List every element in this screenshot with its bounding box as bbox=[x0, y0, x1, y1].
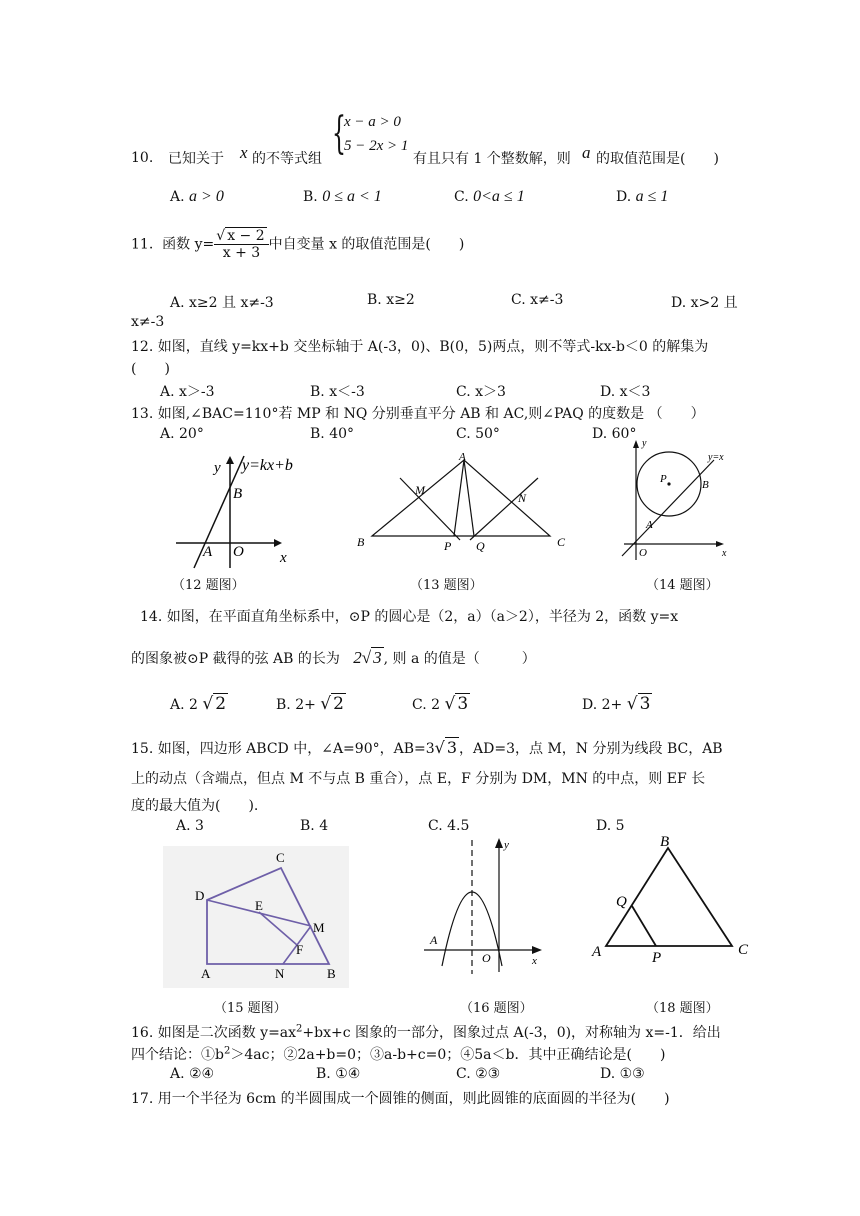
q11-option-d[interactable]: D. x>2 且 bbox=[671, 295, 738, 311]
fig18-label-p: P bbox=[652, 950, 662, 966]
fig14-caption: （14 题图） bbox=[646, 578, 719, 593]
q14-option-d-radicand: 3 bbox=[639, 694, 651, 714]
fig14-center bbox=[667, 482, 670, 485]
fig14-label-p: P bbox=[660, 473, 667, 485]
fig18-label-c: C bbox=[738, 942, 749, 958]
q12-line-2: ( ) bbox=[131, 361, 170, 377]
q12-option-d[interactable]: D. x＜3 bbox=[600, 384, 651, 400]
fig12-label-eq: y=kx+b bbox=[242, 457, 293, 474]
fig14-label-b: B bbox=[702, 479, 709, 491]
q16-line-2 bbox=[131, 1044, 665, 1064]
q14-option-a-label: A. 2 bbox=[170, 697, 198, 713]
fig15-label-f: F bbox=[296, 942, 304, 957]
fig14-label-y: y bbox=[642, 438, 647, 449]
fig16-label-x: x bbox=[532, 955, 537, 967]
q11-option-c[interactable]: C. x≠-3 bbox=[511, 292, 564, 308]
q13-option-a[interactable]: A. 20° bbox=[160, 426, 204, 442]
fig15-label-b: B bbox=[327, 966, 336, 981]
q16-option-d[interactable]: D. ①③ bbox=[600, 1066, 645, 1082]
fig13-label-p: P bbox=[444, 539, 452, 553]
q10-inequality-2: 5 − 2x > 1 bbox=[344, 138, 409, 154]
q12-option-a[interactable]: A. x＞-3 bbox=[160, 384, 215, 400]
q14-option-c[interactable]: C. 2 √ 3 bbox=[412, 694, 469, 714]
q16-option-c[interactable]: C. ②③ bbox=[456, 1066, 501, 1082]
figure-15 bbox=[163, 846, 349, 988]
fig12-x-arrow bbox=[274, 539, 282, 547]
q16-text-a: 16. 如图是二次函数 y=ax bbox=[131, 1025, 297, 1041]
q15-option-a[interactable]: A. 3 bbox=[176, 818, 204, 834]
q16-text-b: +bx+c 图象的一部分，图象过点 A(-3，0)，对称轴为 x=-1．给出 bbox=[302, 1025, 721, 1041]
q10-option-a[interactable] bbox=[170, 188, 224, 206]
q15-line-2: 上的动点（含端点，但点 M 不与点 B 重合），点 E，F 分别为 DM，MN 的中点，则 EF 长 bbox=[131, 771, 706, 787]
fig15-label-a: A bbox=[201, 966, 211, 981]
q10-var-x: x bbox=[240, 143, 248, 162]
q10-option-b-math: 0 ≤ a < 1 bbox=[322, 188, 382, 205]
q11-line bbox=[131, 228, 464, 261]
fig16-y-arrow bbox=[495, 838, 503, 848]
q10-option-a-label: A. bbox=[170, 189, 185, 205]
q15-radicand: 3 bbox=[446, 738, 458, 757]
q11-option-b[interactable]: B. x≥2 bbox=[367, 292, 415, 308]
q10-var-a: a bbox=[582, 143, 591, 162]
q14-option-c-label: C. 2 bbox=[412, 697, 441, 713]
q10-text-4: 的取值范围是( ) bbox=[596, 151, 719, 167]
q12-option-b[interactable]: B. x＜-3 bbox=[310, 384, 365, 400]
q11-denominator: x + 3 bbox=[222, 245, 261, 261]
fig14-label-yx: y=x bbox=[708, 452, 724, 463]
fig14-label-o: O bbox=[639, 547, 647, 559]
q13-line-1: 13. 如图,∠BAC=110°若 MP 和 NQ 分别垂直平分 AB 和 AC,则∠PAQ 的度数是 （ ） bbox=[131, 406, 705, 422]
q10-text-3: 有且只有 1 个整数解，则 bbox=[413, 151, 571, 167]
fig13-ap bbox=[454, 460, 464, 536]
q14-chord-radicand: 3 bbox=[373, 648, 382, 667]
fig13-label-m: M bbox=[415, 483, 425, 497]
figure-13 bbox=[352, 448, 572, 560]
fig12-caption: （12 题图） bbox=[172, 578, 245, 593]
q10-option-c-math: 0<a ≤ 1 bbox=[473, 188, 525, 205]
q10-option-c-label: C. bbox=[454, 189, 469, 205]
fig12-label-a: A bbox=[203, 544, 213, 560]
fig16-label-o: O bbox=[482, 951, 491, 965]
q11-fraction: $\frac{√ x - 2}{x + 3}$ bbox=[214, 228, 268, 261]
fig15-label-n: N bbox=[275, 966, 285, 981]
q14-line-2: 的图象被⊙P 截得的弦 AB 的长为 2√ 3 , 则 a 的值是（ ） bbox=[131, 648, 536, 667]
fig14-y-arrow bbox=[633, 440, 639, 448]
fig12-label-y: y bbox=[214, 460, 221, 476]
q12-line-1: 12. 如图，直线 y=kx+b 交坐标轴于 A(-3，0)、B(0，5)两点，则不等式-kx-b＜0 的解集为 bbox=[131, 339, 709, 355]
q10-number: 10. bbox=[131, 150, 154, 166]
q10-brace: { bbox=[332, 108, 346, 159]
q14-option-d-label: D. 2+ bbox=[582, 697, 623, 713]
fig13-mp bbox=[400, 478, 460, 540]
q14-option-d[interactable]: D. 2+ √ 3 bbox=[582, 694, 651, 714]
q10-option-d-label: D. bbox=[616, 189, 632, 205]
fig13-label-c: C bbox=[557, 535, 566, 549]
q15-text-b: ，AD=3，点 M，N 分别为线段 BC，AB bbox=[459, 741, 723, 757]
fig13-label-b: B bbox=[357, 535, 365, 549]
fig14-x-arrow bbox=[716, 541, 724, 547]
q16-option-b[interactable]: B. ①④ bbox=[316, 1066, 361, 1082]
figure-12 bbox=[170, 450, 330, 570]
fig18-label-a: A bbox=[592, 944, 602, 960]
q17-line-1: 17. 用一个半径为 6cm 的半圆围成一个圆锥的侧面，则此圆锥的底面圆的半径为( ) bbox=[131, 1091, 670, 1107]
q14-option-a-radicand: 2 bbox=[215, 694, 227, 714]
fig15-label-m: M bbox=[313, 920, 325, 935]
q15-option-d[interactable]: D. 5 bbox=[596, 818, 625, 834]
fig15-label-d: D bbox=[195, 888, 205, 903]
q10-option-c[interactable] bbox=[454, 188, 525, 206]
q13-option-c[interactable]: C. 50° bbox=[456, 426, 500, 442]
figure-14 bbox=[614, 436, 734, 562]
q13-option-b[interactable]: B. 40° bbox=[310, 426, 355, 442]
q14-text-a: 的图象被⊙P 截得的弦 AB 的长为 bbox=[131, 651, 340, 667]
fig18-label-b: B bbox=[660, 834, 670, 850]
q16-text-c: 四个结论：①b bbox=[131, 1047, 224, 1063]
q15-line-3: 度的最大值为( ). bbox=[131, 798, 259, 814]
fig15-caption: （15 题图） bbox=[214, 1001, 287, 1016]
fig16-label-a: A bbox=[430, 933, 438, 947]
fig14-label-x: x bbox=[722, 548, 727, 559]
fig18-caption: （18 题图） bbox=[646, 1001, 719, 1016]
q14-option-b-label: B. 2+ bbox=[276, 697, 316, 713]
q12-option-c[interactable]: C. x＞3 bbox=[456, 384, 506, 400]
q10-option-b-label: B. bbox=[303, 189, 318, 205]
q10-option-b[interactable] bbox=[303, 188, 382, 206]
q16-sup-2: 2 bbox=[223, 1045, 231, 1057]
fig16-caption: （16 题图） bbox=[460, 1001, 533, 1016]
q10-text-1: 已知关于 bbox=[168, 151, 224, 167]
q15-line-1: 15. 如图，四边形 ABCD 中，∠A=90°，AB=3√ 3 ，AD=3，点 M，N 分别为线段 BC，AB bbox=[131, 738, 723, 757]
q10-inequality-1: x − a > 0 bbox=[344, 114, 401, 130]
figure-18 bbox=[590, 830, 760, 966]
fig12-label-b: B bbox=[233, 486, 243, 502]
q14-text-b: , 则 a 的值是（ ） bbox=[383, 651, 536, 667]
q14-option-b-radicand: 2 bbox=[333, 694, 344, 714]
q16-sup-1: 2 bbox=[296, 1023, 303, 1035]
q14-option-c-radicand: 3 bbox=[457, 694, 469, 714]
q14-option-a[interactable]: A. 2 √ 2 bbox=[170, 694, 227, 714]
q10-option-a-math: a > 0 bbox=[189, 188, 224, 205]
q15-option-c[interactable]: C. 4.5 bbox=[428, 818, 470, 834]
fig13-label-a: A bbox=[459, 451, 466, 463]
fig12-label-o: O bbox=[233, 544, 244, 560]
fig13-caption: （13 题图） bbox=[410, 578, 483, 593]
q16-line-1 bbox=[131, 1022, 721, 1042]
figure-16 bbox=[420, 834, 550, 974]
q13-option-d[interactable]: D. 60° bbox=[592, 426, 637, 442]
fig15-label-c: C bbox=[276, 850, 285, 865]
q10-option-d[interactable] bbox=[616, 188, 668, 206]
q14-option-b[interactable]: B. 2+ √ 2 bbox=[276, 694, 344, 714]
q11-number: 11. bbox=[131, 236, 154, 253]
q11-option-a[interactable]: A. x≥2 且 x≠-3 bbox=[170, 295, 274, 311]
fig13-nq bbox=[470, 478, 538, 540]
fig15-label-e: E bbox=[255, 898, 263, 913]
fig14-label-a: A bbox=[646, 519, 653, 531]
fig18-label-q: Q bbox=[616, 894, 627, 910]
q11-option-d-cont: x≠-3 bbox=[131, 314, 165, 330]
q15-option-b[interactable]: B. 4 bbox=[300, 818, 329, 834]
fig12-y-arrow bbox=[226, 456, 234, 464]
fig13-label-q: Q bbox=[476, 539, 485, 553]
q11-text-1: 函数 y= bbox=[162, 236, 215, 253]
q15-text-a: 15. 如图，四边形 ABCD 中，∠A=90°，AB=3 bbox=[131, 741, 435, 757]
q10-option-d-math: a ≤ 1 bbox=[635, 188, 669, 205]
q16-text-d: ＞4ac；②2a+b=0；③a-b+c=0；④5a＜b．其中正确结论是( ) bbox=[230, 1047, 666, 1063]
fig12-label-x: x bbox=[280, 550, 287, 566]
q16-option-a[interactable]: A. ②④ bbox=[170, 1066, 215, 1082]
fig16-label-y: y bbox=[504, 839, 509, 851]
q11-text-2: 中自变量 x 的取值范围是( ) bbox=[268, 236, 465, 253]
q14-line-1: 14. 如图，在平面直角坐标系中，⊙P 的圆心是（2，a）（a＞2），半径为 2，函数 y=x bbox=[140, 609, 679, 625]
fig16-x-arrow bbox=[532, 946, 542, 954]
fig13-aq bbox=[464, 460, 474, 536]
q11-numerator: x − 2 bbox=[227, 228, 265, 244]
q10-text-2: 的不等式组 bbox=[252, 151, 322, 167]
fig18-qp bbox=[632, 906, 656, 946]
fig13-label-n: N bbox=[518, 491, 527, 505]
